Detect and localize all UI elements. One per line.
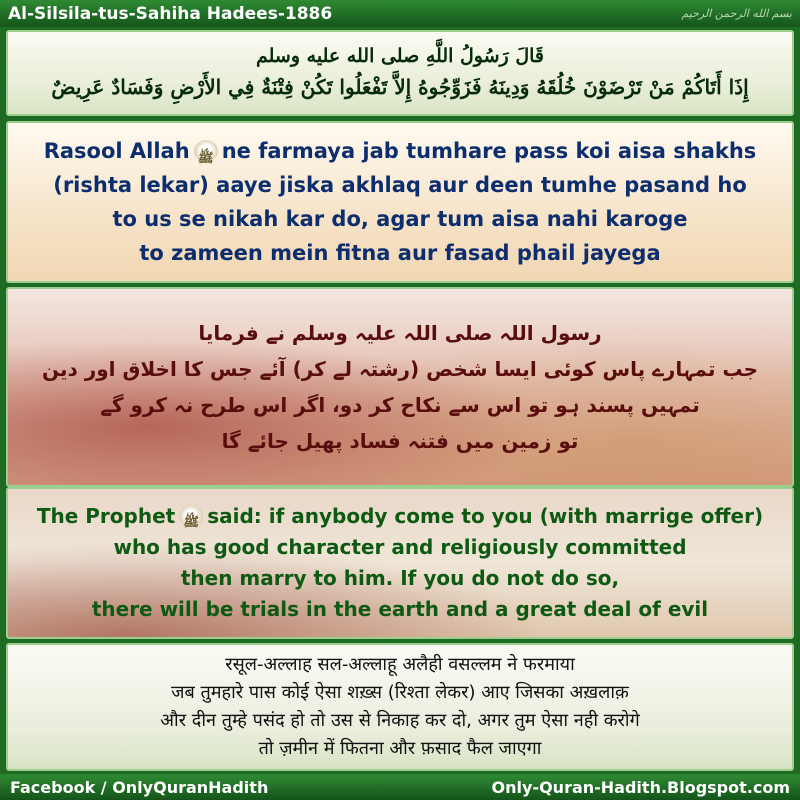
arabic-line-2: إِذَا أَتَاكُمْ مَنْ تَرْضَوْنَ خُلُقَهُ وَدِينَهُ فَزَوِّجُوهُ إِلاَّ تَفْعَلُوا تَكُنْ فِتْنَةٌ فِي الأَرْضِ وَفَسَادٌ عَرِيضٌ xyxy=(51,75,749,99)
hindi-line-3: और दीन तुम्हे पसंद हो तो उस से निकाह कर दो, अगर तुम ऐसा नही करोगे xyxy=(160,710,640,731)
arabic-line-1: قَالَ رَسُولُ اللَّهِ صلى الله عليه وسلم xyxy=(256,45,545,67)
footer-blog-link[interactable]: Only-Quran-Hadith.Blogspot.com xyxy=(491,777,790,797)
roman-line-1-start: Rasool Allah xyxy=(43,139,190,163)
english-line-2: who has good character and religiously committed xyxy=(113,535,687,559)
english-line-3: then marry to him. If you do not do so, xyxy=(180,566,620,590)
hindi-line-1: रसूल-अल्लाह सल-अल्लाहू अलैही वसल्लम ने फरमाया xyxy=(225,654,575,675)
roman-line-2: (rishta lekar) aaye jiska akhlaq aur deen tumhe pasand ho xyxy=(53,173,747,197)
hindi-line-2: जब तुमहारे पास कोई ऐसा शख़्स (रिश्ता लेकर) आए जिसका अख़लाक़ xyxy=(171,682,629,703)
header-bar xyxy=(0,0,800,27)
pbuh-icon xyxy=(179,505,203,527)
bismillah-calligraphy: بسم الله الرحمن الرحيم xyxy=(681,7,792,20)
english-line-1 xyxy=(37,501,763,532)
hindi-panel xyxy=(6,643,794,771)
roman-line-1 xyxy=(44,134,757,168)
roman-urdu-panel xyxy=(6,121,794,283)
footer-bar xyxy=(0,774,800,800)
roman-line-4: to zameen mein fitna aur fasad phail jayega xyxy=(139,241,661,265)
hindi-line-4: तो ज़मीन में फितना और फ़साद फैल जाएगा xyxy=(258,738,542,759)
footer-facebook-link[interactable]: Facebook / OnlyQuranHadith xyxy=(10,777,269,797)
english-line-1-end: said: if anybody come to you (with marrige offer) xyxy=(207,504,764,528)
urdu-line-3: تمہیں پسند ہو تو اس سے نکاح کر دو، اگر اس طرح نہ کرو گے xyxy=(100,393,700,417)
english-panel xyxy=(6,487,794,639)
roman-line-3: to us se nikah kar do, agar tum aisa nahi karoge xyxy=(112,207,688,231)
roman-line-1-end: ne farmaya jab tumhare pass koi aisa shakhs xyxy=(221,139,757,163)
page-title: Al-Silsila-tus-Sahiha Hadees-1886 xyxy=(8,3,333,24)
arabic-hadith-panel xyxy=(6,30,794,116)
english-line-4: there will be trials in the earth and a great deal of evil xyxy=(91,597,709,621)
english-line-1-start: The Prophet xyxy=(36,504,176,528)
urdu-line-2: جب تمہارے پاس کوئی ایسا شخص (رشتہ لے کر) آئے جس کا اخلاق اور دین xyxy=(41,357,759,381)
pbuh-icon xyxy=(194,140,218,162)
urdu-line-4: تو زمین میں فتنہ فساد پھیل جائے گا xyxy=(221,429,579,453)
urdu-line-1: رسول اللہ صلی اللہ علیہ وسلم نے فرمایا xyxy=(198,321,602,345)
urdu-panel xyxy=(6,287,794,487)
